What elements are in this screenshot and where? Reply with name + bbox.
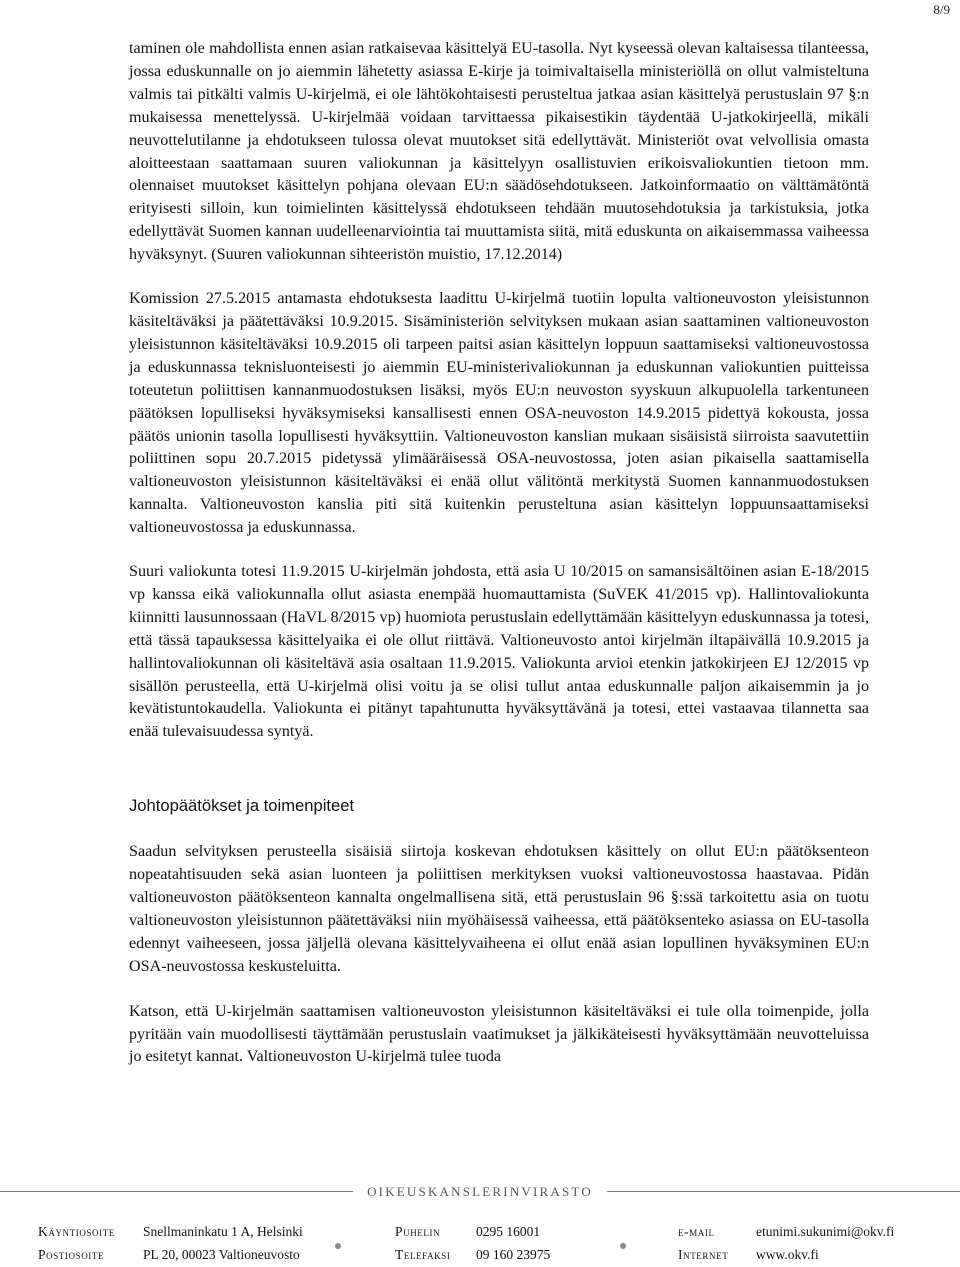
fax-number: 09 160 23975	[476, 1247, 551, 1262]
paragraph: Saadun selvityksen perusteella sisäisiä siirtoja koskevan ehdotuksen käsittely on ollut EU:n päätöksenteon nopeatahtisuuden sekä asian luonteen ja poliittisen merkityksen vuoksi valtioneuvostossa haastavaa. Pidän valtioneuvoston päätöksenteon kannalta ongelmallisena sitä, että perustuslain 96 §:ssä tarkoitettu asia on tuotu valtioneuvoston yleisistunnon päätettäväksi niin myöhäisessä vaiheessa, että päätöksenteko asiassa on EU-tasolla edennyt vaiheeseen, jossa jäljellä olevana käsittelyvaiheena ei ollut enää asian lopullinen hyväksyminen EU:n OSA-neuvostossa keskusteluitta.	[129, 843, 869, 975]
visiting-address-label: Käyntiosoite	[38, 1224, 115, 1239]
postal-address-label: Postiosoite	[38, 1247, 105, 1262]
paragraph: Katson, että U-kirjelmän saattamisen valtioneuvoston yleisistunnon käsiteltäväksi ei tule olla toimenpide, jolla pyritään vain muodollisesti täyttämään perustuslain vaatimukset ja jälkikäteisesti hyväksyttämään neuvotteluissa jo esitetyt kannat. Valtioneuvoston U-kirjelmä tulee tuoda	[129, 1002, 869, 1066]
separator-dot	[335, 1243, 341, 1249]
paragraph: taminen ole mahdollista ennen asian ratkaisevaa käsittelyä EU-tasolla. Nyt kyseessä olevan kaltaisessa tilanteessa, jossa eduskunnalle on jo aiemmin lähetetty asiassa E-kirje ja toimivaltaisella ministeriöllä on ollut valmisteltuna valmis tai pitkälti valmis U-kirjelmä, ei ole lähtökohtaisesti perusteltua jatkaa asian käsittelyä perustuslain 97 §:n mukaisessa menettelyssä. U-kirjelmää voidaan tarvittaessa pikaisestikin täydentää U-jatkokirjeellä, mikäli neuvottelutilanne ja ehdotukseen tulossa olevat muutokset sitä edellyttävät. Ministeriöt ovat velvollisia omasta aloitteestaan saattamaan suuren valiokunnan ja käsittelyyn osallistuvien erikoisvaliokuntien tietoon mm. olennaiset muutokset käsittelyn pohjana olevaan EU:n säädösehdotukseen. Jatkoinformaatio on välttämätöntä erityisesti silloin, kun toimielinten käsittelyssä ehdotukseen tehdään muutosehdotuksia ja tarkistuksia, jotka edellyttävät Suomen kannan uudelleenarviointia tai muuttamista siitä, mitä eduskunta on aikaisemmassa vaiheessa hyväksynyt. (Suuren valiokunnan sihteeristön muistio, 17.12.2014)	[129, 40, 869, 264]
fax-label: Telefaksi	[395, 1247, 451, 1262]
website-link[interactable]: www.okv.fi	[756, 1247, 819, 1262]
phone-number: 0295 16001	[476, 1224, 541, 1239]
internet-label: Internet	[678, 1247, 729, 1262]
email-label: e-mail	[678, 1224, 715, 1239]
paragraph: Komission 27.5.2015 antamasta ehdotuksesta laadittu U-kirjelmä tuotiin lopulta valtioneuvoston yleisistunnon käsiteltäväksi ja päätettäväksi 10.9.2015. Sisäministeriön selvityksen mukaan asian saattaminen valtioneuvoston yleisistunnon käsiteltäväksi 10.9.2015 oli tarpeen paitsi asian käsittelyn loppuun saattamiseksi valtioneuvostossa ja eduskunnassa teknisluonteisesti jo aiemmin EU-ministerivaliokunnan ja eduskunnan valiokuntien puitteissa toteutetun poliittisen kannanmuodostuksen lisäksi, myös EU:n neuvoston syyskuun alkupuolella tarkentuneen päätöksen lopulliseksi hyväksymiseksi kansallisesti ennen OSA-neuvoston 14.9.2015 pidettyä kokousta, jossa päätös unionin tasolla lopullisesti hyväksyttiin. Valtioneuvoston kanslian mukaan sisäisistä siirroista saavutettiin poliittinen sopu 20.7.2015 pidetyssä ylimääräisessä OSA-neuvostossa, joten asian pikaisella saattamisella valtioneuvoston yleisistunnon käsiteltäväksi ei enää ollut välitöntä merkitystä Suomen kannanmuodostuksen kannalta. Valtioneuvoston kanslia piti sitä kuitenkin perusteltuna asian käsittelyn loppuunsaattamiseksi valtioneuvostossa ja eduskunnassa.	[129, 290, 869, 537]
section-heading: Johtopäätökset ja toimenpiteet	[129, 796, 355, 816]
paragraph: Suuri valiokunta totesi 11.9.2015 U-kirjelmän johdosta, että asia U 10/2015 on samansisältöinen asian E-18/2015 vp kanssa eikä valiokunnalla ollut asiasta enempää huomauttamista (SuVEK 41/2015 vp). Hallintovaliokunta kiinnitti lausunnossaan (HaVL 8/2015 vp) huomiota perustuslain edellyttämään käsittelyyn eduskunnassa ja totesi, että tässä tapauksessa käsittelyaika ei ole ollut riittävä. Valtioneuvosto antoi kirjelmän iltapäivällä 10.9.2015 ja hallintovaliokunnan oli käsiteltävä asia osaltaan 11.9.2015. Valiokunta arvioi etenkin jatkokirjeen EJ 12/2015 vp sisällön perusteella, että U-kirjelmä olisi voitu ja se olisi tullut antaa eduskunnalle paljon aikaisemmin ja jo kevätistuntokaudella. Valiokunta ei pitänyt tapahtunutta hyväksyttävänä ja totesi, ettei vastaavaa tilannetta saa enää tulevaisuudessa syntyä.	[129, 563, 869, 741]
document-body	[129, 38, 869, 1069]
page-number: 8/9	[933, 2, 950, 17]
separator-dot	[620, 1243, 626, 1249]
postal-address: PL 20, 00023 Valtioneuvosto	[143, 1247, 300, 1262]
phone-label: Puhelin	[395, 1224, 441, 1239]
visiting-address: Snellmaninkatu 1 A, Helsinki	[143, 1224, 303, 1239]
email-address[interactable]: etunimi.sukunimi@okv.fi	[756, 1224, 895, 1239]
footer-organization: OIKEUSKANSLERINVIRASTO	[353, 1184, 607, 1200]
